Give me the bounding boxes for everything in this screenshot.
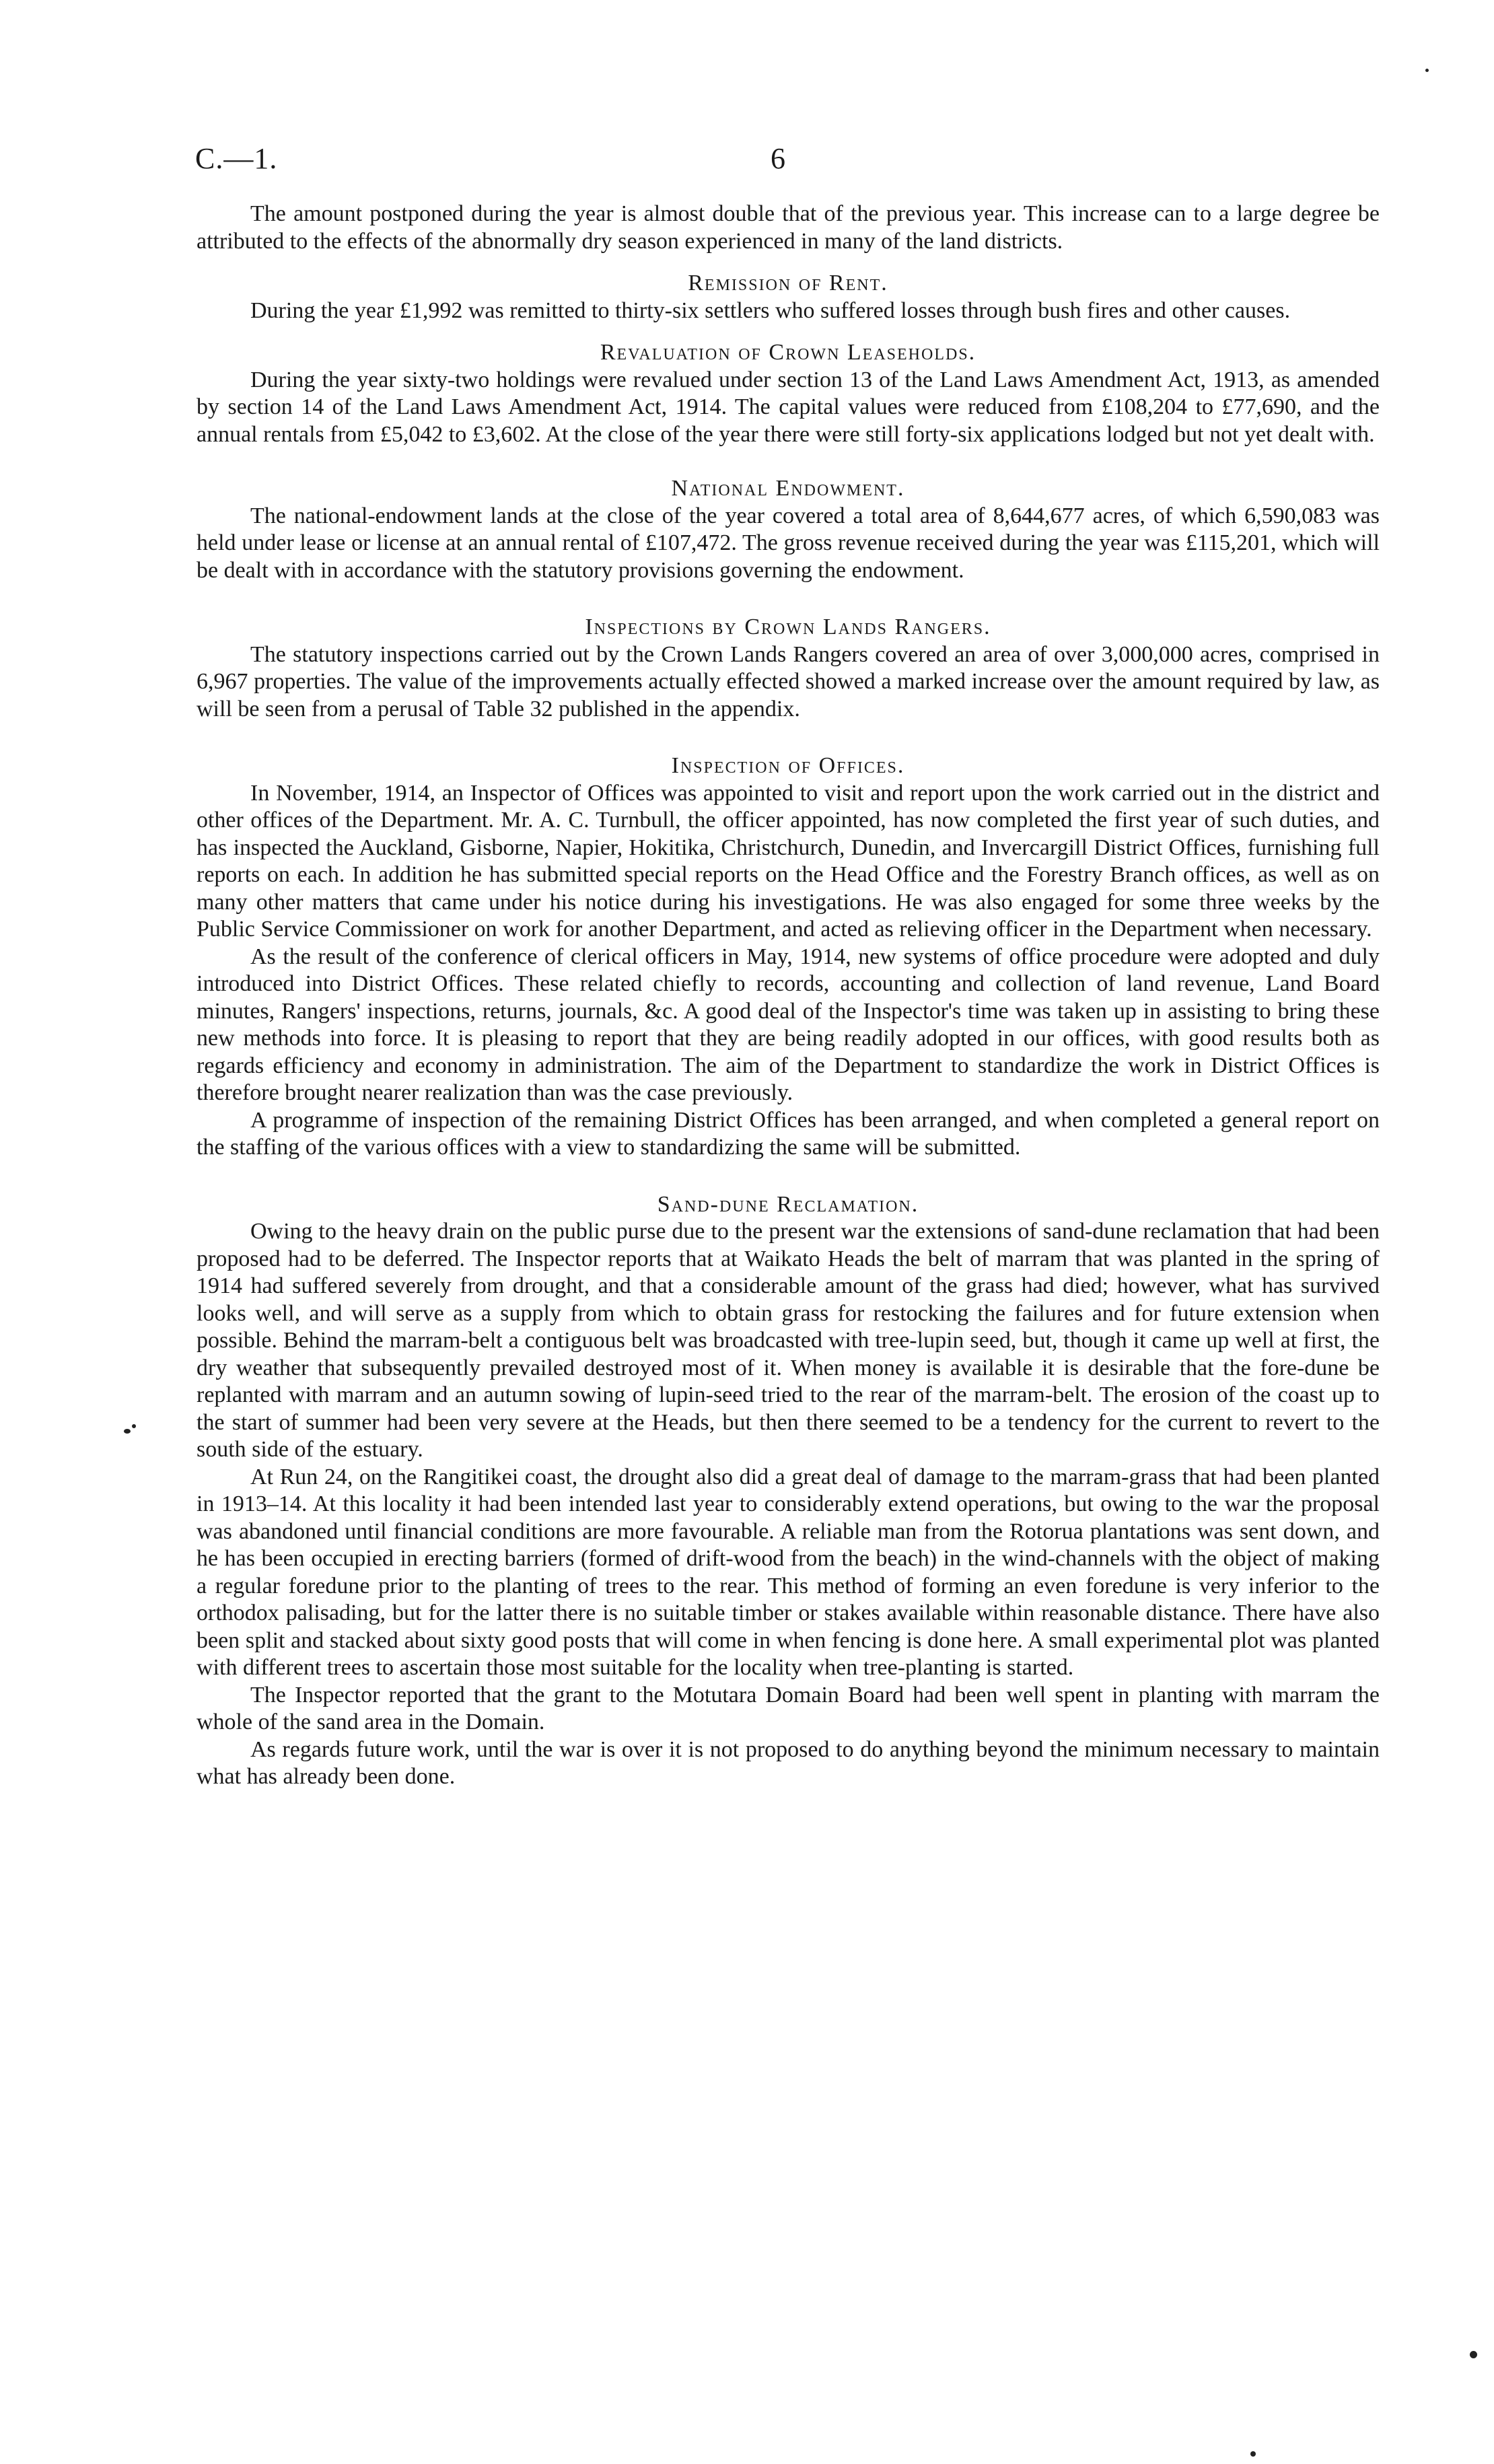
paragraph-revaluation: During the year sixty-two holdings were revalued under section 13 of the Land Laws Amendment Act, 1913, as amended by section 14 of the Land Laws Amendment Act, 1914. The capital values were reduced from £108,204 to £77,690, and the annual rentals from £5,042 to £3,602. At the close of the year there were still forty-six applications lodged but not yet dealt with. [197, 367, 1380, 447]
heading-remission-of-rent: Remission of Rent. [688, 271, 888, 295]
heading-national-endowment: National Endowment. [671, 476, 905, 501]
scan-speck [124, 1429, 131, 1434]
heading-inspection-of-offices: Inspection of Offices. [671, 753, 905, 778]
paragraph-inspection-of-offices-1: In November, 1914, an Inspector of Offices was appointed to visit and report upon the work carried out in the district and other offices of the Department. Mr. A. C. Turnbull, the officer appointed, has now completed the first year of such duties, and has inspected the Auckland, Gisborne, Napier, Hokitika, Christchurch, Dunedin, and Invercargill District Offices, furnishing full reports on each. In addition he has submitted special reports on the Head Office and the Forestry Branch offices, as well as on many other matters that came under his notice during his investigations. He was also engaged for some three weeks by the Public Service Commissioner on work for another Department, and acted as relieving officer in the Department when necessary. [197, 780, 1380, 942]
document-body [197, 201, 1380, 1791]
paragraph-sand-dune-4: As regards future work, until the war is over it is not proposed to do anything beyond the minimum necessary to maintain what has already been done. [197, 1736, 1380, 1789]
intro-paragraph: The amount postponed during the year is almost double that of the previous year. This increase can to a large degree be attributed to the effects of the abnormally dry season experienced in many of the land districts. [197, 201, 1380, 254]
page-number: 6 [771, 142, 785, 175]
scan-speck [1425, 69, 1429, 72]
paragraph-sand-dune-2: At Run 24, on the Rangitikei coast, the drought also did a great deal of damage to the marram-grass that had been planted in 1913–14. At this locality it had been intended last year to considerably extend operations, but owing to the war the proposal was abandoned until financial conditions are more favourable. A reliable man from the Rotorua plantations was sent down, and he has been occupied in erecting barriers (formed of drift-wood from the beach) in the wind-channels with the object of making a regular foredune prior to the planting of trees to the rear. This method of forming an even foredune is very inferior to the orthodox palisading, but for the latter there is no suitable timber or stakes available within reasonable distance. There have also been split and stacked about sixty good posts that will come in when fencing is done here. A small experimental plot was planted with different trees to ascertain those most suitable for the locality when tree-planting is started. [197, 1464, 1380, 1680]
paragraph-inspection-of-offices-3: A programme of inspection of the remaining District Offices has been arranged, and when completed a general report on the staffing of the various offices with a view to standardizing the same will be submitted. [197, 1107, 1380, 1160]
paragraph-inspection-of-offices-2: As the result of the conference of clerical officers in May, 1914, new systems of office procedure were adopted and duly introduced into District Offices. These related chiefly to records, accounting and collection of land revenue, Land Board minutes, Rangers' inspections, returns, journals, &c. A good deal of the Inspector's time was taken up in assisting to bring these new methods into force. It is pleasing to report that they are being readily adopted in our offices, with good results both as regards efficiency and economy in administration. The aim of the Department to standardize the work in District Offices is therefore brought nearer realization than was the case previously. [197, 944, 1380, 1105]
paragraph-sand-dune-3: The Inspector reported that the grant to the Motutara Domain Board had been well spent in planting with marram the whole of the sand area in the Domain. [197, 1682, 1380, 1734]
scan-speck [1250, 2451, 1256, 2457]
heading-inspections-by-rangers: Inspections by Crown Lands Rangers. [585, 614, 991, 639]
paragraph-inspections-by-rangers: The statutory inspections carried out by the Crown Lands Rangers covered an area of over 3,000,000 acres, comprised in 6,967 properties. The value of the improvements actually effected showed a marked increase over the amount required by law, as will be seen from a perusal of Table 32 published in the appendix. [197, 641, 1380, 721]
paragraph-sand-dune-1: Owing to the heavy drain on the public purse due to the present war the extensions of sand-dune reclamation that had been proposed had to be deferred. The Inspector reports that at Waikato Heads the belt of marram that was planted in the spring of 1914 had suffered severely from drought, and that a considerable amount of the grass had died; however, what has survived looks well, and will serve as a supply from which to obtain grass for restocking the failures and for future extension when possible. Behind the marram-belt a contiguous belt was broadcasted with tree-lupin seed, but, though it came up well at first, the dry weather that subsequently prevailed destroyed most of it. When money is available it is desirable that the fore-dune be replanted with marram and an autumn sowing of lupin-seed tried to the rear of the marram-belt. The erosion of the coast up to the start of summer had been very severe at the Heads, but then there seemed to be a tendency for the current to revert to the south side of the estuary. [197, 1219, 1380, 1462]
paragraph-national-endowment: The national-endowment lands at the close of the year covered a total area of 8,644,677 acres, of which 6,590,083 was held under lease or license at an annual rental of £107,472. The gross revenue received during the year was £115,201, which will be dealt with in accordance with the statutory provisions governing the endowment. [197, 503, 1380, 583]
page-header [195, 141, 1380, 182]
scan-speck [132, 1424, 136, 1428]
document-reference: C.—1. [195, 142, 278, 175]
heading-sand-dune-reclamation: Sand-dune Reclamation. [657, 1191, 919, 1217]
scan-speck [1470, 2351, 1477, 2358]
paragraph-remission-of-rent: During the year £1,992 was remitted to thirty-six settlers who suffered losses through bush fires and other causes. [250, 297, 1291, 323]
heading-revaluation-of-crown-leaseholds: Revaluation of Crown Leaseholds. [600, 340, 976, 365]
